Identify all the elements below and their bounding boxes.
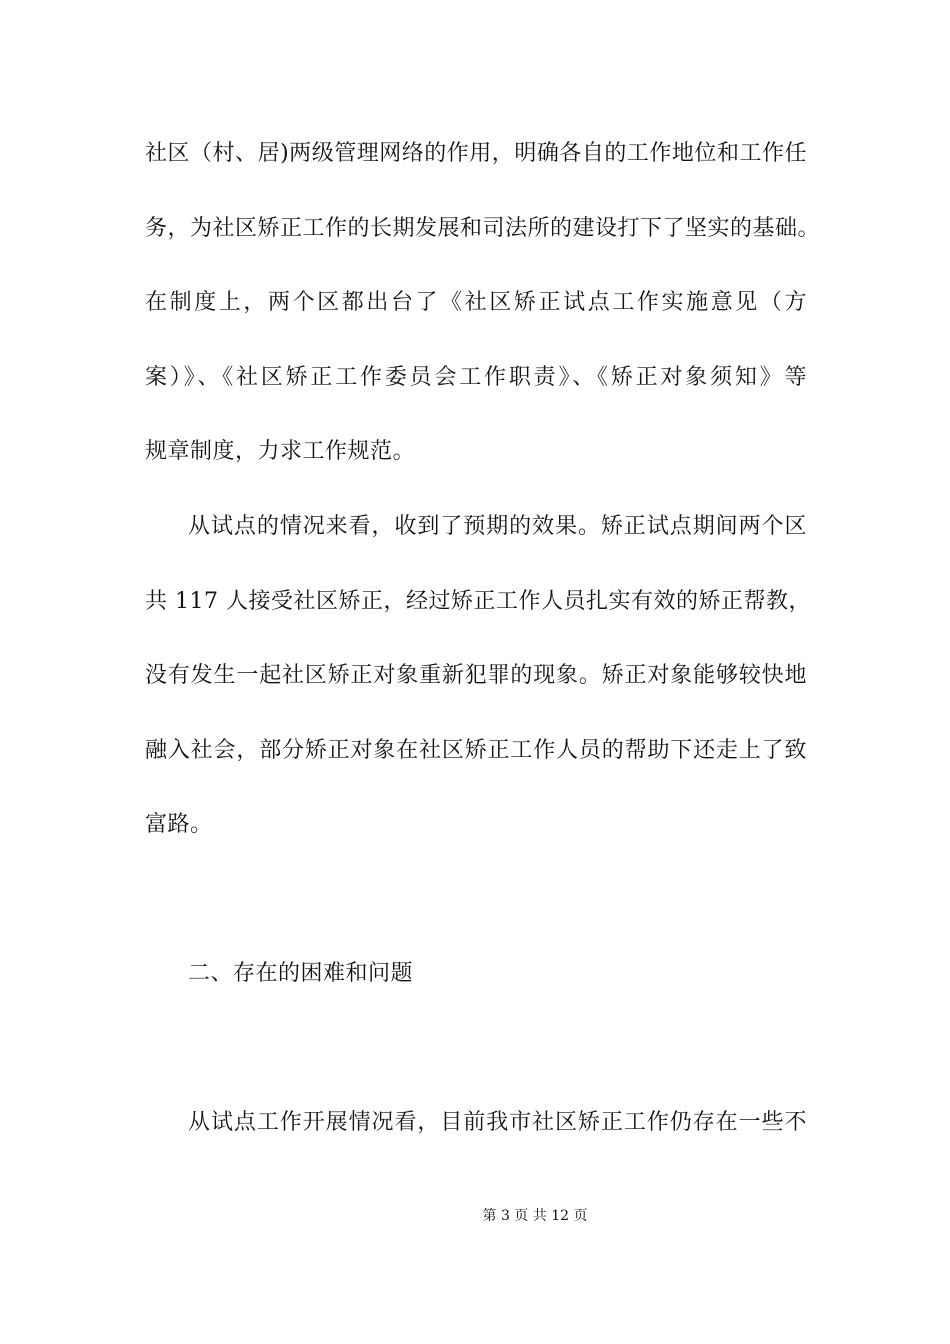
paragraph-line: 融入社会，部分矫正对象在社区矫正工作人员的帮助下还走上了致 <box>145 738 807 763</box>
paragraph-line: 案）》、《社区矫正工作委员会工作职责》、《矫正对象须知》等 <box>145 365 807 390</box>
paragraph-line: 共 117 人接受社区矫正，经过矫正工作人员扎实有效的矫正帮教， <box>145 589 811 614</box>
paragraph-line: 在制度上，两个区都出台了《社区矫正试点工作实施意见（方 <box>145 290 807 315</box>
paragraph-line: 富路。 <box>145 812 213 837</box>
paragraph-line: 务，为社区矫正工作的长期发展和司法所的建设打下了坚实的基础。 <box>145 216 821 241</box>
paragraph-line: 没有发生一起社区矫正对象重新犯罪的现象。矫正对象能够较快地 <box>145 663 807 688</box>
section-heading: 二、存在的困难和问题 <box>188 961 414 986</box>
paragraph-line: 从试点的情况来看，收到了预期的效果。矫正试点期间两个区 <box>188 514 807 539</box>
paragraph-line: 社区（村、居)两级管理网络的作用，明确各自的工作地位和工作任 <box>145 141 807 166</box>
page-footer: 第 3 页 共 12 页 <box>482 1208 588 1224</box>
paragraph-line: 从试点工作开展情况看，目前我市社区矫正工作仍存在一些不 <box>188 1110 807 1135</box>
paragraph-line: 规章制度，力求工作规范。 <box>145 439 416 464</box>
